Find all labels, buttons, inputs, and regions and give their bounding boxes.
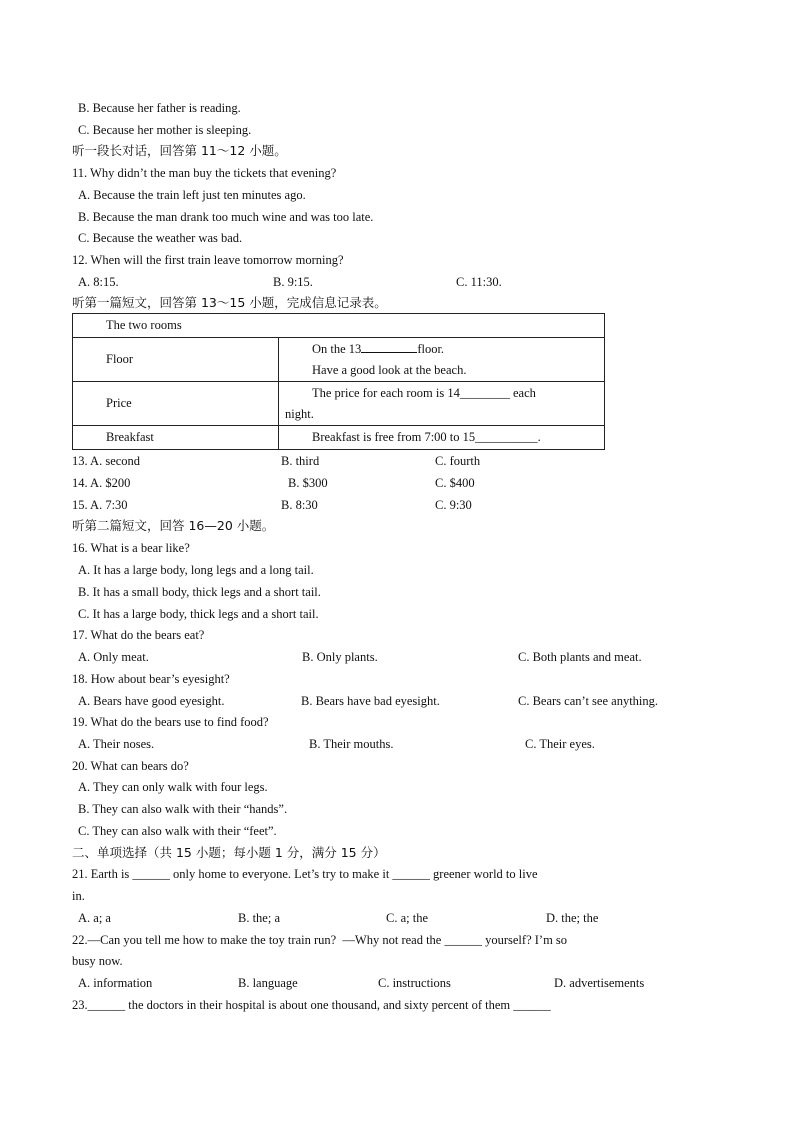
question-12: 12. When will the first train leave tomorrow morning? [72, 253, 344, 267]
q17-option-b: B. Only plants. [302, 650, 378, 664]
q22-option-c: C. instructions [378, 976, 451, 990]
q10-option-c: C. Because her mother is sleeping. [78, 123, 252, 137]
info-record-table [72, 313, 605, 450]
q17-option-a: A. Only meat. [78, 650, 149, 664]
q21-option-c: C. a; the [386, 911, 429, 925]
question-18: 18. How about bear’s eyesight? [72, 672, 230, 686]
floor-text-line2: Have a good look at the beach. [312, 362, 467, 377]
q20-option-b: B. They can also walk with their “hands”. [78, 802, 288, 816]
q15-option-a: 15. A. 7:30 [72, 498, 128, 512]
q13-option-c: C. fourth [435, 454, 481, 468]
q21-option-a: A. a; a [78, 911, 111, 925]
q22-option-a: A. information [78, 976, 153, 990]
q13-option-a: 13. A. second [72, 454, 141, 468]
q16-option-b: B. It has a small body, thick legs and a short tail. [78, 585, 321, 599]
q20-option-a: A. They can only walk with four legs. [78, 780, 268, 794]
q21-option-d: D. the; the [546, 911, 599, 925]
q17-option-c: C. Both plants and meat. [518, 650, 642, 664]
price-text-line1: The price for each room is 14________ each [312, 385, 536, 400]
q15-option-b: B. 8:30 [281, 498, 318, 512]
q14-option-c: C. $400 [435, 476, 475, 490]
question-20: 20. What can bears do? [72, 759, 189, 773]
table-label-price: Price [73, 382, 279, 426]
q11-option-b: B. Because the man drank too much wine and was too late. [78, 210, 374, 224]
section-two-heading: 二、单项选择（共 15 小题；每小题 1 分，满分 15 分） [72, 845, 386, 860]
floor-text-post: floor. [417, 341, 445, 356]
q22-option-b: B. language [238, 976, 298, 990]
question-23: 23.______ the doctors in their hospital is about one thousand, and sixty percent of them ______ [72, 998, 551, 1012]
section-passage-1: 听第一篇短文，回答第 13～15 小题，完成信息记录表。 [72, 295, 387, 310]
q18-option-c: C. Bears can’t see anything. [518, 694, 659, 708]
breakfast-text: Breakfast is free from 7:00 to 15__________. [279, 426, 605, 450]
question-21-cont: in. [72, 889, 85, 903]
question-19: 19. What do the bears use to find food? [72, 715, 269, 729]
q18-option-b: B. Bears have bad eyesight. [301, 694, 440, 708]
q18-option-a: A. Bears have good eyesight. [78, 694, 225, 708]
q19-option-c: C. Their eyes. [525, 737, 595, 751]
table-label-floor: Floor [73, 338, 279, 382]
q12-option-a: A. 8:15. [78, 275, 119, 289]
question-16: 16. What is a bear like? [72, 541, 190, 555]
table-value-floor [279, 338, 605, 382]
q16-option-c: C. It has a large body, thick legs and a short tail. [78, 607, 319, 621]
q14-option-b: B. $300 [288, 476, 328, 490]
q13-option-b: B. third [281, 454, 320, 468]
q16-option-a: A. It has a large body, long legs and a long tail. [78, 563, 314, 577]
question-17: 17. What do the bears eat? [72, 628, 205, 642]
q19-option-b: B. Their mouths. [309, 737, 394, 751]
question-11: 11. Why didn’t the man buy the tickets that evening? [72, 166, 337, 180]
table-title: The two rooms [73, 314, 605, 338]
q15-option-c: C. 9:30 [435, 498, 472, 512]
table-label-breakfast: Breakfast [73, 426, 279, 450]
section-long-dialogue: 听一段长对话，回答第 11～12 小题。 [72, 143, 287, 158]
q22-option-d: D. advertisements [554, 976, 645, 990]
section-passage-2: 听第二篇短文，回答 16—20 小题。 [72, 518, 275, 533]
q10-option-b: B. Because her father is reading. [78, 101, 241, 115]
table-value-price [279, 382, 605, 426]
q12-option-c: C. 11:30. [456, 275, 502, 289]
floor-text-pre: On the 13 [312, 341, 362, 356]
q19-option-a: A. Their noses. [78, 737, 155, 751]
q11-option-c: C. Because the weather was bad. [78, 231, 243, 245]
q21-option-b: B. the; a [238, 911, 281, 925]
q12-option-b: B. 9:15. [273, 275, 313, 289]
answer-blank-13[interactable] [361, 340, 417, 353]
q20-option-c: C. They can also walk with their “feet”. [78, 824, 277, 838]
price-text-line2: night. [285, 406, 314, 421]
question-22: 22.—Can you tell me how to make the toy train run? —Why not read the ______ yourself? I’m so [72, 933, 568, 947]
question-22-cont: busy now. [72, 954, 123, 968]
q14-option-a: 14. A. $200 [72, 476, 131, 490]
q11-option-a: A. Because the train left just ten minutes ago. [78, 188, 306, 202]
question-21: 21. Earth is ______ only home to everyone. Let’s try to make it ______ greener world to live [72, 867, 538, 881]
